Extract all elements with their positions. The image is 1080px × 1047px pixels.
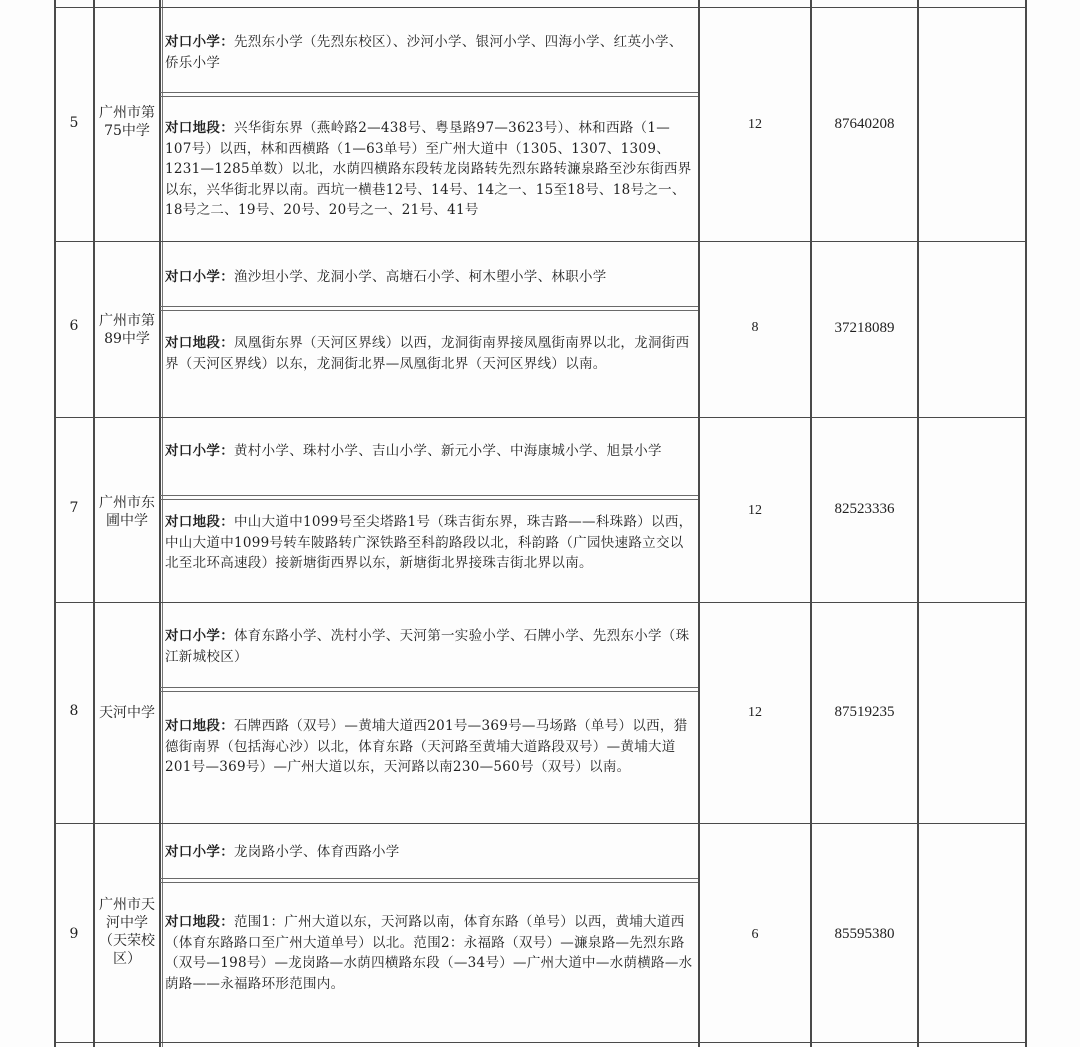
primary-label: 对口小学： (165, 269, 234, 285)
subrow-separator (160, 306, 698, 307)
class-count: 8 (751, 320, 759, 335)
phone-number: 87640208 (834, 116, 895, 132)
subrow-separator (160, 92, 698, 93)
district-text: 兴华街东界（燕岭路2—438号、粤垦路97—3623号）、林和西路（1—107号）以西，林和西横路（1—63单号）至广州大道中（1305、1307、1309、1231—1285单数）以北，水荫四横路东段转龙岗路转先烈东路转濂泉路至沙东街西界以东，兴华街北界以南。西坑一横巷12号、14号、14之一、15至18号、18号之一、18号之二、19号、20号、20号之一、21号、41号 (165, 120, 692, 218)
primary-schools-cell (165, 267, 695, 288)
primary-label: 对口小学： (165, 443, 234, 459)
district-text: 中山大道中1099号至尖塔路1号（珠吉街东界，珠吉路——科珠路）以西，中山大道中1099号转车陂路转广深铁路至科韵路段以北，科韵路（广园快速路立交以北至北环高速段）接新塘街西界以东，新塘街北界接珠吉街北界以南。 (165, 514, 693, 571)
district-label: 对口地段： (165, 514, 234, 530)
school-name: 广州市东圃中学 (99, 495, 155, 529)
district-label: 对口地段： (165, 718, 234, 734)
district-cell (165, 512, 695, 574)
subrow-separator (160, 691, 698, 692)
subrow-separator (160, 687, 698, 688)
primary-schools-cell (165, 626, 695, 667)
primary-schools-text: 渔沙坦小学、龙洞小学、高塘石小学、柯木塱小学、林职小学 (234, 269, 607, 285)
district-text: 范围1：广州大道以东，天河路以南，体育东路（单号）以西，黄埔大道西（体育东路路口至广州大道单号）以北。范围2：永福路（双号）—濂泉路—先烈东路（双号—198号）—龙岗路—水荫四横路东段（—34号）—广州大道中—水荫横路—水荫路——永福路环形范围内。 (165, 914, 693, 992)
row-separator (54, 241, 1027, 242)
district-text: 石牌西路（双号）—黄埔大道西201号—369号—马场路（单号）以西，猎德街南界（包括海心沙）以北，体育东路（天河路至黄埔大道路段双号）—黄埔大道201号—369号）—广州大道以东，天河路以南230—560号（双号）以南。 (165, 718, 688, 775)
primary-schools-text: 龙岗路小学、体育西路小学 (234, 844, 400, 860)
district-label: 对口地段： (165, 120, 234, 136)
primary-label: 对口小学： (165, 34, 234, 50)
inner-cell-border (162, 0, 163, 1047)
primary-schools-text: 黄村小学、珠村小学、吉山小学、新元小学、中海康城小学、旭景小学 (234, 443, 662, 459)
row-number: 8 (69, 703, 79, 719)
school-name: 天河中学 (99, 705, 155, 721)
row-separator (54, 1042, 1027, 1043)
primary-schools-cell (165, 441, 695, 462)
primary-label: 对口小学： (165, 844, 234, 860)
primary-schools-text: 先烈东小学（先烈东校区）、沙河小学、银河小学、四海小学、红英小学、侨乐小学 (165, 34, 683, 71)
class-count: 12 (748, 503, 762, 518)
primary-schools-cell (165, 842, 695, 863)
row-separator (54, 417, 1027, 418)
subrow-separator (160, 310, 698, 311)
table-col-divider (159, 0, 161, 1047)
subrow-separator (160, 882, 698, 883)
district-cell (165, 118, 695, 221)
table-col-divider (917, 0, 919, 1047)
primary-label: 对口小学： (165, 628, 234, 644)
district-label: 对口地段： (165, 914, 234, 930)
subrow-separator (160, 499, 698, 500)
phone-number: 82523336 (834, 501, 895, 517)
table-border-left (54, 0, 56, 1047)
row-separator (54, 823, 1027, 824)
table-col-divider (810, 0, 812, 1047)
phone-number: 85595380 (834, 926, 895, 942)
row-number: 9 (69, 926, 79, 942)
row-separator (54, 7, 1027, 8)
primary-schools-cell (165, 32, 695, 73)
subrow-separator (160, 878, 698, 879)
district-label: 对口地段： (165, 335, 234, 351)
school-name: 广州市天河中学（天荣校区） (99, 897, 155, 967)
table-border-right (1025, 0, 1027, 1047)
primary-schools-text: 体育东路小学、冼村小学、天河第一实验小学、石牌小学、先烈东小学（珠江新城校区） (165, 628, 690, 665)
row-number: 7 (69, 500, 79, 516)
district-text: 凤凰街东界（天河区界线）以西，龙洞街南界接凤凰街南界以北，龙洞街西界（天河区界线）以东，龙洞街北界—凤凰街北界（天河区界线）以南。 (165, 335, 690, 372)
row-number: 6 (69, 318, 79, 334)
school-name: 广州市第75中学 (99, 105, 155, 139)
class-count: 12 (748, 117, 762, 132)
class-count: 6 (751, 927, 759, 942)
table-col-divider (698, 0, 700, 1047)
phone-number: 37218089 (834, 320, 895, 336)
row-number: 5 (69, 115, 79, 131)
subrow-separator (160, 96, 698, 97)
district-cell (165, 333, 695, 374)
phone-number: 87519235 (834, 704, 895, 720)
school-name: 广州市第89中学 (99, 313, 155, 347)
district-cell (165, 716, 695, 778)
class-count: 12 (748, 705, 762, 720)
row-separator (54, 602, 1027, 603)
subrow-separator (160, 495, 698, 496)
district-cell (165, 912, 695, 994)
